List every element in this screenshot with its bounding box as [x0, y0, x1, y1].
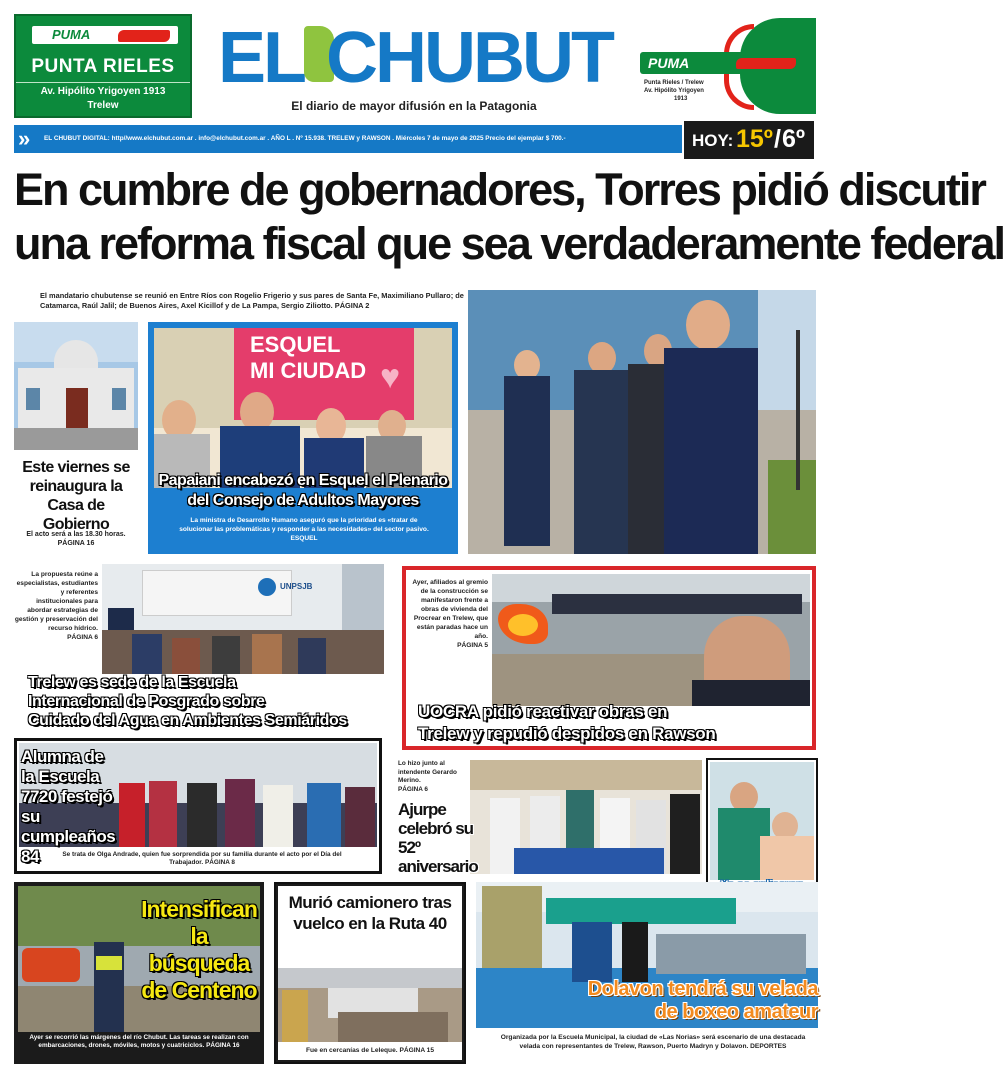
governors-photo[interactable]: [468, 290, 816, 554]
papaiani-page: ESQUEL: [290, 535, 318, 542]
main-lead: El mandatario chubutense se reunió en Entre Ríos con Rogelio Frigerio y sus pares de Santa Fe, Maximiliano Pullaro; de Catamarca, Raúl Jalil; de Buenos Aires, Axel Kicillof y de La Pampa, Sergio Ziliotto. PÁGINA 2: [40, 291, 464, 310]
dolavon-page: DEPORTES: [750, 1042, 787, 1050]
uocra-title-line2[interactable]: Trelew y repudió despidos en Rawson: [418, 724, 716, 743]
casa-page: PÁGINA 16: [57, 540, 95, 547]
ajurpe-page: PÁGINA 6: [398, 785, 428, 793]
masthead-title-chubut: CHUBUT: [326, 18, 612, 98]
alumna-page: PÁGINA 8: [204, 859, 235, 866]
main-headline-line2[interactable]: una reforma fiscal que sea verdaderamente federal: [14, 218, 1004, 269]
dolavon-title-line1[interactable]: Dolavon tendrá su velada: [587, 978, 818, 1000]
vacunas-photo: [710, 762, 814, 880]
ad-punta-rieles-left[interactable]: [14, 14, 192, 118]
masthead-title-el: EL: [218, 18, 305, 98]
posgrado-side-text: La propuesta reúne a especialistas, estudiantes y referentes institucionales para abordar estrategias de gestión y preservación del recurso hídrico. PÁGINA 6: [14, 571, 98, 641]
esquel-banner-line2: MI CIUDAD: [250, 358, 367, 383]
puma-cat-icon-right: [736, 58, 796, 69]
camionero-text: Fue en cercanías de Leleque. PÁGINA 15: [305, 1047, 435, 1054]
ad-left-city: Trelew: [87, 100, 119, 111]
posgrado-title-line2[interactable]: Internacional de Posgrado sobre: [28, 693, 265, 710]
masthead[interactable]: [214, 20, 614, 100]
main-headline-line1[interactable]: En cumbre de gobernadores, Torres pidió discutir: [14, 164, 985, 215]
puma-cat-icon: [118, 30, 170, 42]
ajurpe-side-text: Lo hizo junto al intendente Gerardo Merino. PÁGINA 6: [398, 760, 457, 793]
ad-right-line3: 1913: [674, 96, 688, 102]
alumna-box[interactable]: [14, 738, 382, 874]
camionero-title[interactable]: Murió camionero tras vuelco en la Ruta 40: [288, 893, 452, 933]
centeno-box[interactable]: [14, 882, 264, 1064]
uocra-box[interactable]: [402, 566, 816, 750]
posgrado-photo[interactable]: [102, 564, 384, 674]
masthead-slogan: El diario de mayor difusión en la Patagonia: [291, 99, 537, 113]
dolavon-title-line2[interactable]: de boxeo amateur: [654, 1001, 818, 1023]
casa-text: El acto será a las 18.30 horas. PÁGINA 16: [26, 531, 126, 547]
ad-punta-rieles-right[interactable]: [640, 18, 816, 114]
weather-label: HOY:: [692, 131, 734, 150]
centeno-title[interactable]: Intensifican la búsqueda de Centeno: [141, 896, 257, 1003]
puma-logo-left: PUMA: [52, 27, 91, 42]
centeno-page: PÁGINA 16: [206, 1042, 240, 1049]
dolavon-text: Organizada por la Escuela Municipal, la ciudad de «Las Norias» será escenario de una destacada velada con representantes de Trelew, Rawson, Puerto Madryn y Dolavon. DEPORTES: [500, 1034, 806, 1050]
posgrado-page: PÁGINA 6: [67, 634, 98, 641]
uocra-photo: [492, 574, 810, 706]
centeno-text: Ayer se recorrió las márgenes del río Chubut. Las tareas se realizan con embarcaciones, drones, móviles, motos y cuatriciclos. PÁGINA 16: [29, 1034, 249, 1049]
casa-title[interactable]: Este viernes se reinaugura la Casa de Gobierno: [22, 459, 130, 533]
ad-right-line2: Av. Hipólito Yrigoyen: [644, 88, 704, 94]
papaiani-text: La ministra de Desarrollo Humano aseguró que la prioridad es «tratar de solucionar las problemáticas y responder a las necesidades» del sector pasivo. ESQUEL: [179, 517, 429, 542]
casa-gobierno-photo[interactable]: [14, 322, 138, 450]
uocra-title-line1[interactable]: UOCRA pidió reactivar obras en: [418, 702, 668, 721]
weather-max: 15º: [736, 125, 773, 153]
unpsjb-sign: UNPSJB: [280, 582, 313, 591]
main-lead-page: PÁGINA 2: [334, 301, 370, 310]
uocra-page: PÁGINA 5: [457, 642, 488, 649]
papaiani-photo: [154, 328, 452, 488]
papaiani-box[interactable]: [148, 322, 458, 554]
ajurpe-title[interactable]: Ajurpe celebró su 52º aniversario: [398, 800, 478, 876]
papaiani-title-line1[interactable]: Papaiani encabezó en Esquel el Plenario: [158, 472, 448, 489]
camionero-photo: [278, 968, 462, 1042]
ajurpe-photo[interactable]: [470, 760, 702, 874]
alumna-title[interactable]: Alumna de la Escuela 7720 festejó su cumpleaños 84: [21, 747, 116, 866]
unpsjb-logo-icon: [258, 578, 276, 596]
uocra-side-text: Ayer, afiliados al gremio de la construcción se manifestaron frente a obras de vivienda del Procrear en Trelew, que están paradas hace un año. PÁGINA 5: [412, 579, 488, 649]
papaiani-title-line2[interactable]: del Consejo de Adultos Mayores: [187, 492, 419, 509]
alumna-text: Se trata de Olga Andrade, quien fue sorprendida por su familia durante el acto por el Día del Trabajador. PÁGINA 8: [62, 851, 342, 866]
ad-left-address: Av. Hipólito Yrigoyen 1913: [40, 86, 166, 97]
puma-logo-right: PUMA: [648, 55, 690, 71]
posgrado-title-line1[interactable]: Trelew es sede de la Escuela: [28, 674, 236, 691]
ad-left-name: PUNTA RIELES: [31, 56, 175, 77]
camionero-box[interactable]: [274, 882, 466, 1064]
weather-min: 6º: [782, 125, 806, 153]
ad-right-line1: Punta Rieles / Trelew: [644, 80, 704, 86]
info-bar-text: EL CHUBUT DIGITAL: http//www.elchubut.com.ar . info@elchubut.com.ar . AÑO L . Nº 15.938. TRELEW y RAWSON . Miércoles 7 de mayo de 2025 Precio del ejemplar $ 700.-: [44, 135, 566, 142]
double-chevron-icon: »: [18, 126, 31, 151]
heart-icon: ♥: [380, 358, 401, 396]
camionero-page: PÁGINA 15: [399, 1047, 435, 1054]
esquel-banner-line1: ESQUEL: [250, 332, 341, 357]
posgrado-title-line3[interactable]: Cuidado del Agua en Ambientes Semiáridos: [28, 712, 347, 729]
weather-box: HOY: 15º / 6º: [684, 121, 814, 159]
